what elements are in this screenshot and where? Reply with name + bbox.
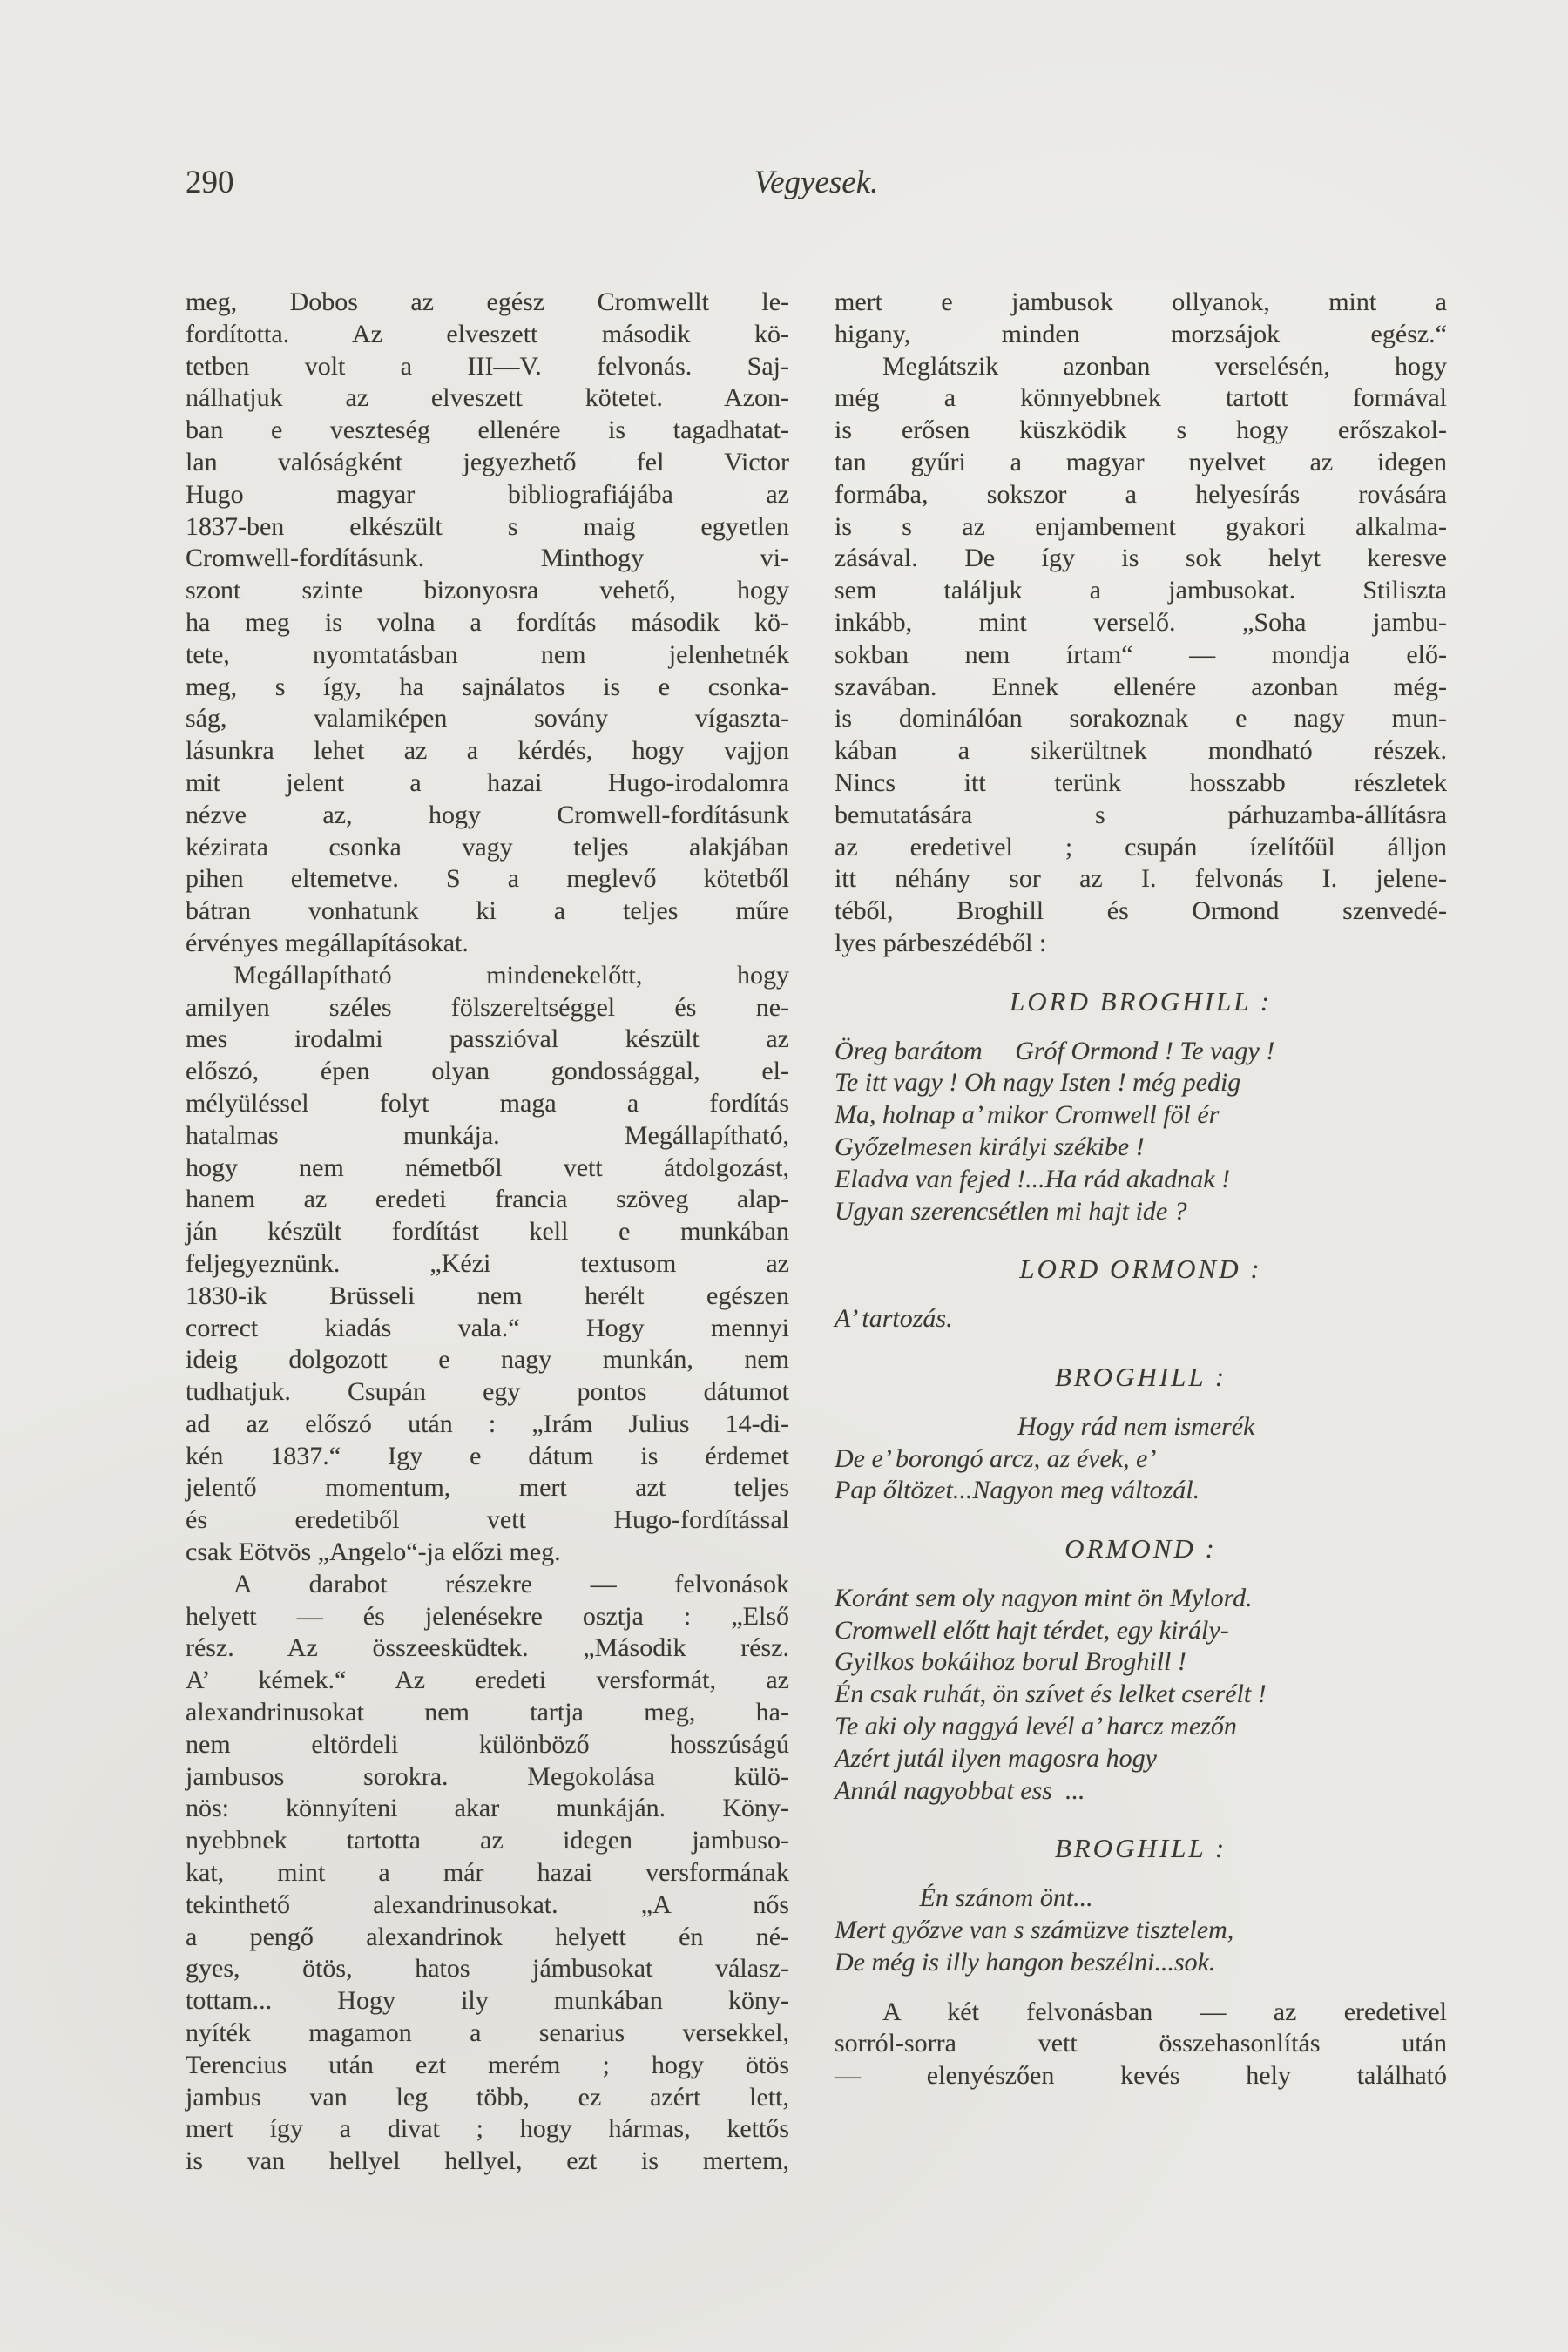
dialogue-block <box>835 1533 1447 1807</box>
text-line: jambusos sorokra. Megokolása külö- <box>186 1761 789 1791</box>
text-line: is dominálóan sorakoznak e nagy mun- <box>835 704 1447 733</box>
running-head <box>186 166 1447 204</box>
text-line: kézirata csonka vagy teljes alakjában <box>186 832 789 862</box>
dialogue-block <box>835 986 1447 1228</box>
text-line: nyíték magamon a senarius versekkel, <box>186 2018 789 2048</box>
text-line: tottam... Hogy ily munkában köny- <box>186 1986 789 2016</box>
text-line: correct kiadás vala.“ Hogy mennyi <box>186 1313 789 1342</box>
text-line: helyett — és jelenésekre osztja : „Első <box>186 1601 789 1631</box>
right-column <box>835 287 1447 2092</box>
text-line: fordította. Az elveszett második kö- <box>186 319 789 348</box>
speaker-heading: LORD BROGHILL : <box>1009 985 1273 1017</box>
left-column <box>186 287 789 2178</box>
text-line: előszó, épen olyan gondossággal, el- <box>186 1057 789 1086</box>
text-line: sem találjuk a jambusokat. Stiliszta <box>835 576 1447 605</box>
text-line: tetben volt a III—V. felvonás. Saj- <box>186 351 789 381</box>
text-line: kában a sikerültnek mondható részek. <box>835 736 1447 766</box>
text-line: érvényes megállapításokat. <box>186 928 469 957</box>
text-line: inkább, mint verselő. „Soha jambu- <box>835 607 1447 637</box>
text-line: Megállapítható mindenekelőtt, hogy <box>233 960 789 990</box>
text-line: itt néhány sor az I. felvonás I. jelene- <box>835 864 1447 894</box>
text-line: tudhatjuk. Csupán egy pontos dátumot <box>186 1377 789 1407</box>
verse-line: Annál nagyobbat ess ... <box>835 1775 1085 1805</box>
text-line: pihen eltemetve. S a meglevő kötetből <box>186 864 789 894</box>
text-line: lan valóságként jegyezhető fel Victor <box>186 447 789 476</box>
speaker-heading: BROGHILL : <box>1054 1361 1227 1392</box>
text-line: ság, valamiképen sovány vígaszta- <box>186 704 789 733</box>
text-line: nézve az, hogy Cromwell-fordításunk <box>186 800 789 829</box>
text-line: meg, Dobos az egész Cromwellt le- <box>186 287 789 316</box>
text-line: és eredetiből vett Hugo-fordítással <box>186 1505 789 1535</box>
text-line: szavában. Ennek ellenére azonban még- <box>835 672 1447 701</box>
text-line: is s az enjambement gyakori alkalma- <box>835 511 1447 541</box>
text-line: csak Eötvös „Angelo“-ja előzi meg. <box>186 1538 561 1567</box>
text-line: kén 1837.“ Igy e dátum is érdemet <box>186 1441 789 1470</box>
paragraph <box>835 287 1447 351</box>
text-line: 1830-ik Brüsseli nem herélt egészen <box>186 1281 789 1310</box>
left-column-paragraphs <box>186 287 789 2178</box>
text-line: rész. Az összeesküdtek. „Második rész. <box>186 1633 789 1663</box>
right-column-top-paragraphs <box>835 287 1447 960</box>
text-line: bátran vonhatunk ki a teljes műre <box>186 896 789 926</box>
verse-line: Pap őltözet...Nagyon meg változál. <box>835 1476 1200 1505</box>
text-line: amilyen széles fölszereltséggel és ne- <box>186 992 789 1022</box>
text-line: ha meg is volna a fordítás második kö- <box>186 607 789 637</box>
speaker-heading: BROGHILL : <box>1054 1833 1227 1864</box>
dialogue-block <box>835 1833 1447 1978</box>
text-line: még a könnyebbnek tartott formával <box>835 383 1447 413</box>
text-line: meg, s így, ha sajnálatos is e csonka- <box>186 672 789 701</box>
text-line: sorról-sorra vett összehasonlítás után <box>835 2029 1447 2058</box>
verse-line: Hogy rád nem ismerék <box>835 1411 1255 1441</box>
text-line: A darabot részekre — felvonások <box>233 1569 789 1598</box>
verse-line: Én csak ruhát, ön szívet és lelket cserélt ! <box>835 1680 1267 1709</box>
text-line: ban e veszteség ellenére is tagadhatat- <box>186 416 789 445</box>
verse-line: Ugyan szerencsétlen mi hajt ide ? <box>835 1196 1187 1226</box>
text-line: mit jelent a hazai Hugo-irodalomra <box>186 767 789 797</box>
text-line: bemutatására s párhuzamba-állításra <box>835 800 1447 829</box>
verse-line: Cromwell előtt hajt térdet, egy király- <box>835 1615 1229 1645</box>
text-line: tete, nyomtatásban nem jelenhetnék <box>186 639 789 669</box>
text-line: A két felvonásban — az eredetivel <box>882 1997 1447 2026</box>
text-line: jambus van leg több, ez azért lett, <box>186 2082 789 2112</box>
text-line: tan gyűri a magyar nyelvet az idegen <box>835 447 1447 476</box>
text-line: Hugo magyar bibliografiájába az <box>186 479 789 509</box>
text-line: gyes, ötös, hatos jámbusokat válasz- <box>186 1954 789 1984</box>
speaker-heading: ORMOND : <box>1064 1533 1217 1565</box>
text-line: jelentő momentum, mert azt teljes <box>186 1473 789 1503</box>
paragraph <box>186 287 789 960</box>
verse-line: Eladva van fejed !...Ha rád akadnak ! <box>835 1164 1231 1193</box>
verse-line: Ma, holnap a’ mikor Cromwell föl ér <box>835 1100 1220 1130</box>
dialogue-excerpt <box>835 986 1447 1979</box>
text-line: feljegyeznünk. „Kézi textusom az <box>186 1248 789 1278</box>
text-line: nyebbnek tartotta az idegen jambuso- <box>186 1826 789 1855</box>
verse-line: Azért jutál ilyen magosra hogy <box>835 1743 1157 1773</box>
verse-line: Mert győzve van s számüzve tisztelem, <box>835 1916 1234 1945</box>
text-line: higany, minden morzsájok egész.“ <box>835 319 1447 348</box>
text-line: — elenyészően kevés hely található <box>835 2061 1447 2091</box>
right-column-bottom-paragraphs <box>835 1997 1447 2092</box>
verse-line: De e’ borongó arcz, az évek, e’ <box>835 1443 1157 1473</box>
text-line: ideig dolgozott e nagy munkán, nem <box>186 1345 789 1375</box>
text-line: a pengő alexandrinok helyett én né- <box>186 1922 789 1951</box>
verse-line: Én szánom önt... <box>835 1883 1093 1913</box>
verse-line: Koránt sem oly nagyon mint ön Mylord. <box>835 1583 1253 1612</box>
text-line: szont szinte bizonyosra vehető, hogy <box>186 576 789 605</box>
text-line: mes irodalmi passzióval készült az <box>186 1024 789 1054</box>
text-line: mélyüléssel folyt maga a fordítás <box>186 1088 789 1118</box>
text-line: Nincs itt terünk hosszabb részletek <box>835 767 1447 797</box>
paragraph <box>835 351 1447 960</box>
text-line: A’ kémek.“ Az eredeti versformát, az <box>186 1666 789 1695</box>
text-line: nös: könnyíteni akar munkáján. Köny- <box>186 1794 789 1823</box>
text-line: is van hellyel hellyel, ezt is mertem, <box>186 2146 789 2176</box>
dialogue-block <box>835 1254 1447 1335</box>
text-line: sokban nem írtam“ — mondja elő- <box>835 639 1447 669</box>
paragraph <box>186 960 789 1569</box>
text-line: nálhatjuk az elveszett kötetet. Azon- <box>186 383 789 413</box>
text-line: mert e jambusok ollyanok, mint a <box>835 287 1447 316</box>
dialogue-block <box>835 1362 1447 1507</box>
text-line: ján készült fordítást kell e munkában <box>186 1217 789 1247</box>
text-line: hogy nem németből vett átdolgozást, <box>186 1152 789 1182</box>
text-line: lásunkra lehet az a kérdés, hogy vajjon <box>186 736 789 766</box>
paragraph <box>186 1569 789 2178</box>
text-line: az eredetivel ; csupán ízelítőül álljon <box>835 832 1447 862</box>
text-line: Meglátszik azonban verselésén, hogy <box>882 351 1447 381</box>
text-line: téből, Broghill és Ormond szenvedé- <box>835 896 1447 926</box>
text-line: ad az előszó után : „Irám Julius 14-di- <box>186 1409 789 1438</box>
text-line: formába, sokszor a helyesírás rovására <box>835 479 1447 509</box>
verse-line: Győzelmesen királyi székibe ! <box>835 1132 1145 1161</box>
text-line: is erősen küszködik s hogy erőszakol- <box>835 416 1447 445</box>
speaker-heading: LORD ORMOND : <box>1019 1254 1262 1285</box>
text-line: Terencius után ezt merém ; hogy ötös <box>186 2050 789 2079</box>
text-line: alexandrinusokat nem tartja meg, ha- <box>186 1698 789 1727</box>
text-line: 1837-ben elkészült s maig egyetlen <box>186 511 789 541</box>
verse-line: A’ tartozás. <box>835 1304 953 1334</box>
text-line: tekinthető alexandrinusokat. „A nős <box>186 1889 789 1919</box>
text-line: zásával. De így is sok helyt keresve <box>835 544 1447 573</box>
verse-line: De még is illy hangon beszélni...sok. <box>835 1947 1216 1977</box>
verse-line: Gyilkos bokáihoz borul Broghill ! <box>835 1647 1186 1677</box>
text-line: mert így a divat ; hogy hármas, kettős <box>186 2114 789 2144</box>
verse-line: Te itt vagy ! Oh nagy Isten ! még pedig <box>835 1068 1241 1098</box>
verse-line: Te aki oly naggyá levél a’ harcz mezőn <box>835 1712 1237 1741</box>
paragraph <box>835 1997 1447 2092</box>
text-line: hatalmas munkája. Megállapítható, <box>186 1120 789 1150</box>
text-line: Cromwell-fordításunk. Minthogy vi- <box>186 544 789 573</box>
text-line: lyes párbeszédéből : <box>835 928 1047 957</box>
text-line: kat, mint a már hazai versformának <box>186 1858 789 1888</box>
page-number: 290 <box>186 165 234 200</box>
text-line: nem eltördeli különböző hosszúságú <box>186 1729 789 1759</box>
verse-line: Öreg barátom Gróf Ormond ! Te vagy ! <box>835 1036 1275 1065</box>
text-line: hanem az eredeti francia szöveg alap- <box>186 1185 789 1214</box>
running-title: Vegyesek. <box>754 165 879 200</box>
